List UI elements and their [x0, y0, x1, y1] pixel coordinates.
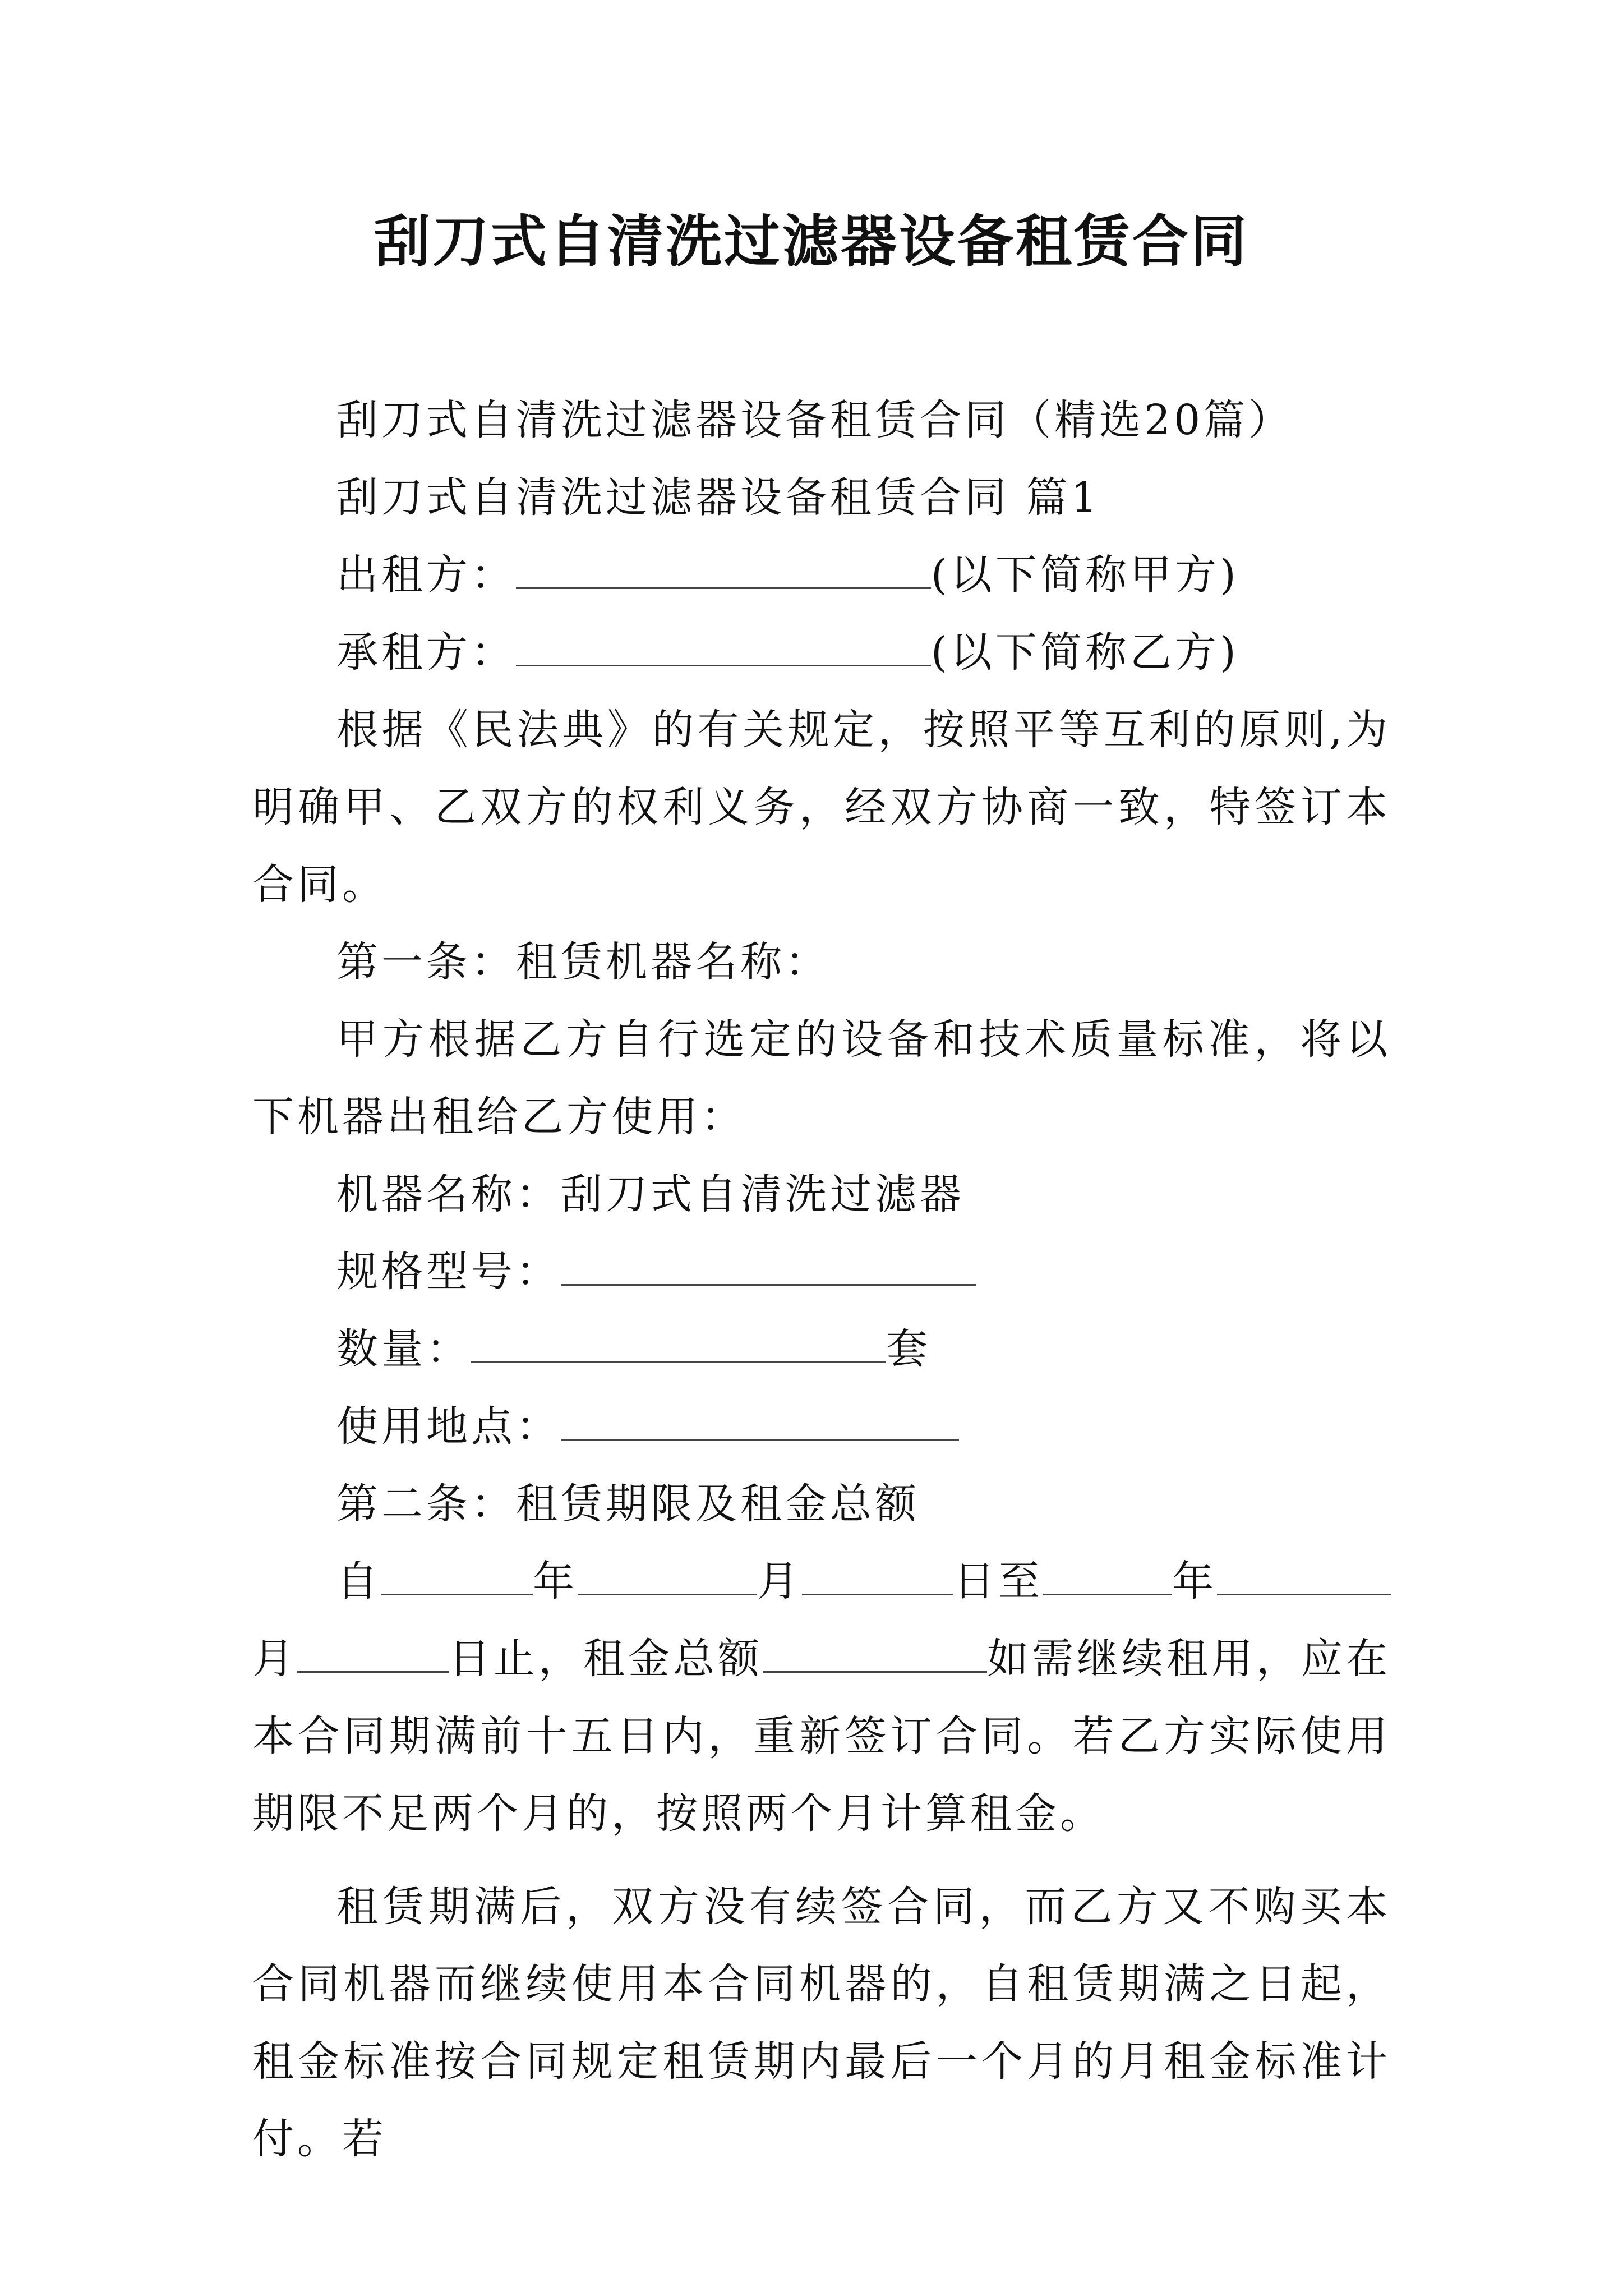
term-year-2: 年 — [1172, 1557, 1217, 1605]
quantity-line — [252, 1310, 1391, 1388]
term-from: 自 — [336, 1557, 381, 1605]
spec-blank[interactable] — [561, 1249, 976, 1286]
term-continue-wrap — [252, 1620, 1391, 1852]
location-line — [252, 1388, 1391, 1465]
spec-line — [252, 1233, 1391, 1310]
lessee-line — [252, 614, 1391, 691]
lessor-label: 出租方： — [336, 551, 516, 599]
term-month-1: 月 — [757, 1557, 802, 1605]
term-month-2: 月 — [252, 1635, 297, 1683]
document-subtitle: 刮刀式自清洗过滤器设备租赁合同（精选20篇） — [336, 396, 1294, 444]
lessor-line — [252, 536, 1391, 614]
quantity-unit: 套 — [886, 1325, 931, 1373]
end-year-blank[interactable] — [1043, 1559, 1172, 1595]
quantity-blank[interactable] — [471, 1327, 886, 1363]
quantity-label: 数量： — [336, 1325, 471, 1373]
start-day-blank[interactable] — [802, 1559, 953, 1595]
lessee-suffix: (以下简称乙方) — [931, 628, 1239, 677]
article2-heading: 第二条：租赁期限及租金总额 — [336, 1480, 920, 1528]
expiry-paragraph: 租赁期满后，双方没有续签合同，而乙方又不购买本合同机器而继续使用本合同机器的，自租赁期满之日起，租金标准按合同规定租赁期内最后一个月的月租金标准计付。若 — [252, 1883, 1391, 2163]
lessor-blank[interactable] — [516, 553, 931, 589]
lessor-suffix: (以下简称甲方) — [931, 551, 1239, 599]
term-line-1 — [252, 1543, 1391, 1620]
location-label: 使用地点： — [336, 1402, 561, 1451]
term-day-to: 日至 — [953, 1557, 1043, 1605]
term-continue: 如需继续租用，应在本合同期满前十五日内，重新签订合同。若乙方实际使用期限不足两个月的，按照两个月计算租金。 — [252, 1635, 1391, 1838]
article1-text: 甲方根据乙方自行选定的设备和技术质量标准，将以下机器出租给乙方使用： — [252, 1015, 1391, 1141]
term-day-end: 日止，租金总额 — [449, 1635, 763, 1683]
lessee-label: 承租方： — [336, 628, 516, 677]
start-month-blank[interactable] — [578, 1559, 757, 1595]
location-blank[interactable] — [561, 1404, 959, 1441]
section-heading: 刮刀式自清洗过滤器设备租赁合同 篇1 — [336, 473, 1101, 522]
start-year-blank[interactable] — [381, 1559, 533, 1595]
lessee-blank[interactable] — [516, 630, 931, 666]
article1-heading: 第一条：租赁机器名称： — [336, 938, 830, 986]
document-title: 刮刀式自清洗过滤器设备租赁合同 — [374, 208, 1249, 274]
intro-paragraph: 根据《民法典》的有关规定，按照平等互利的原则,为明确甲、乙双方的权利义务，经双方协商一致，特签订本合同。 — [252, 706, 1391, 909]
document-body — [252, 381, 1391, 2178]
spec-label: 规格型号： — [336, 1248, 561, 1296]
term-year-1: 年 — [533, 1557, 578, 1605]
machine-name-line: 机器名称：刮刀式自清洗过滤器 — [336, 1170, 965, 1218]
end-month-blank[interactable] — [1217, 1559, 1391, 1595]
